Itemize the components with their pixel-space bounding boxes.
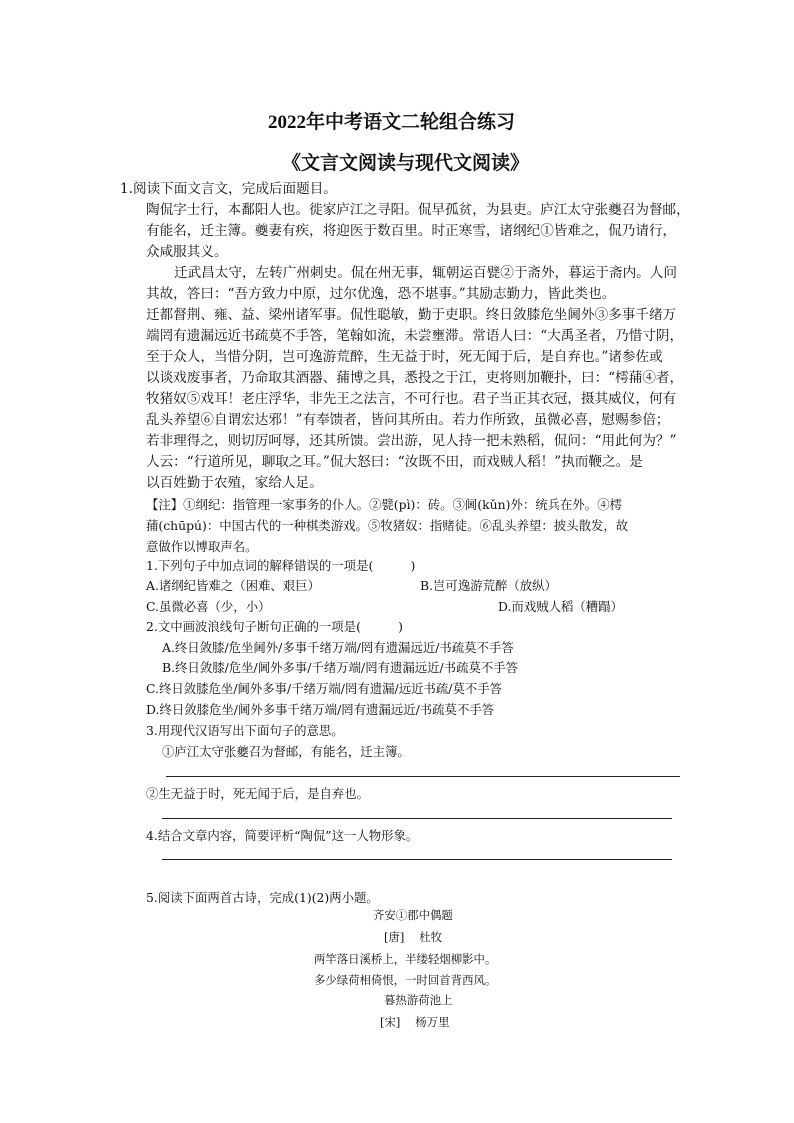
passage-line: 迁都督荆、雍、益、梁州诸军事。侃性聪敏，勤于吏职。终日敛膝危坐阃外③多事千绪万 [146, 307, 677, 323]
question-5-stem: 5.阅读下面两首古诗，完成(1)(2)两小题。 [146, 890, 379, 905]
passage-paragraph-1 [146, 200, 690, 263]
passage-line: 至于众人，当惜分阴，岂可逸游荒醉，生无益于时，死无闻于后，是自弃也。”诸参佐或 [146, 349, 663, 365]
sub-question-2-option-d: D.终日敛膝危坐/阃外多事千绪万端/罔有遗漏远近/书疏莫不手答 [146, 702, 495, 717]
passage-line: 以谈戏废事者，乃命取其酒器、蒱博之具，悉投之于江，吏将则加鞭扑，曰：“樗蒱④者， [146, 370, 684, 386]
passage-line: 乱头养望⑥自谓宏达邪！”有奉馈者，皆问其所由。若力作所致，虽微必喜，慰赐参倍； [146, 412, 670, 428]
answer-line[interactable] [166, 776, 680, 777]
sub-question-2-option-c: C.终日敛膝危坐/阃外多事/千绪万端/罔有遗漏/远近书疏/莫不手答 [146, 681, 503, 696]
passage-line: 人云：“行道所见，聊取之耳。”侃大怒曰：“汝既不田，而戏贼人稻！”执而鞭之。是 [146, 454, 643, 470]
passage-line: 陶侃字士行，本鄱阳人也。徙家庐江之寻阳。侃早孤贫，为县吏。庐江太守张夔召为督邮， [146, 202, 690, 218]
sub-question-3-item-1: ①庐江太守张夔召为督邮，有能名，迁主簿。 [162, 744, 410, 759]
sub-question-1-stem: 1.下列句子中加点词的解释错误的一项是( ) [146, 558, 416, 573]
question-1-intro: 1.阅读下面文言文，完成后面题目。 [120, 181, 337, 197]
sub-question-2-option-b: B.终日敛膝/危坐/阃外多事/千绪万端/罔有遗漏远近/书疏莫不手答 [162, 660, 519, 675]
poem-1-line-2: 多少绿荷相倚恨，一时回首背西风。 [314, 973, 497, 987]
passage-paragraph-3 [146, 305, 683, 494]
passage-line: 以百姓勤于农殖，家给人足。 [146, 475, 323, 491]
sub-question-2-option-a: A.终日敛膝/危坐阃外/多事千绪万端/罔有遗漏远近/书疏莫不手答 [162, 640, 514, 655]
poem-2-title: 暮热游荷池上 [384, 993, 453, 1007]
passage-line: 其故，答曰：“吾方致力中原，过尔优逸，恐不堪事。”其励志勤力，皆此类也。 [146, 286, 616, 302]
poem-1-title: 齐安①郡中偶题 [373, 908, 453, 922]
poem-2-author: [宋] 杨万里 [380, 1015, 450, 1029]
sub-question-1-option-d: D.而戏贼人稻（糟蹋） [498, 599, 623, 614]
note-line: 【注】①纲纪：指管理一家事务的仆人。②甓(pì)：砖。③阃(kǔn)外：统兵在外。④樗 [146, 497, 622, 512]
poem-1-line-1: 两竿落日溪桥上，半缕轻烟柳影中。 [314, 952, 497, 966]
sub-question-1-option-b: B.岂可逸游荒醉（放纵） [420, 578, 557, 593]
answer-line[interactable] [162, 818, 672, 819]
sub-question-3-item-2: ②生无益于时，死无闻于后，是自弃也。 [146, 786, 370, 801]
passage-paragraph-2 [146, 263, 677, 305]
page-title: 2022年中考语文二轮组合练习 [268, 112, 516, 133]
sub-question-1-option-a: A.诸纲纪皆难之（困难、艰巨） [146, 578, 320, 593]
passage-line: 牧猪奴⑤戏耳！老庄浮华，非先王之法言，不可行也。君子当正其衣冠，摄其威仪，何有 [146, 391, 677, 407]
annotation-notes [146, 494, 628, 557]
passage-line: 有能名，迁主簿。夔妻有疾，将迎医于数百里。时正寒雪，诸纲纪①皆难之，侃乃请行， [146, 223, 677, 239]
sub-question-4-stem: 4.结合文章内容，简要评析“陶侃”这一人物形象。 [146, 828, 419, 843]
poem-1-author: [唐] 杜牧 [384, 930, 443, 944]
answer-line[interactable] [162, 859, 672, 860]
sub-question-2-stem: 2.文中画波浪线句子断句正确的一项是( ) [146, 619, 403, 634]
passage-line: 众咸服其义。 [146, 244, 228, 260]
passage-line: 迁武昌太守，左转广州刺史。侃在州无事，辄朝运百甓②于斋外，暮运于斋内。人问 [174, 265, 677, 281]
sub-question-1-option-c: C.虽微必喜（少，小） [146, 599, 271, 614]
sub-question-3-stem: 3.用现代汉语写出下面句子的意思。 [146, 723, 344, 738]
passage-line: 端罔有遗漏远近书疏莫不手答，笔翰如流，未尝壅滞。常语人曰：“大禹圣者，乃惜寸阴， [146, 328, 684, 344]
passage-line: 若非理得之，则切厉呵辱，还其所馈。尝出游，见人持一把未熟稻，侃问：“用此何为？” [146, 433, 677, 449]
page-subtitle: 《文言文阅读与现代文阅读》 [282, 153, 530, 174]
note-line: 蒱(chūpú)：中国古代的一种棋类游戏。⑤牧猪奴：指赌徒。⑥乱头养望：披头散发，故 [146, 518, 629, 533]
note-line: 意做作以博取声名。 [146, 539, 258, 554]
